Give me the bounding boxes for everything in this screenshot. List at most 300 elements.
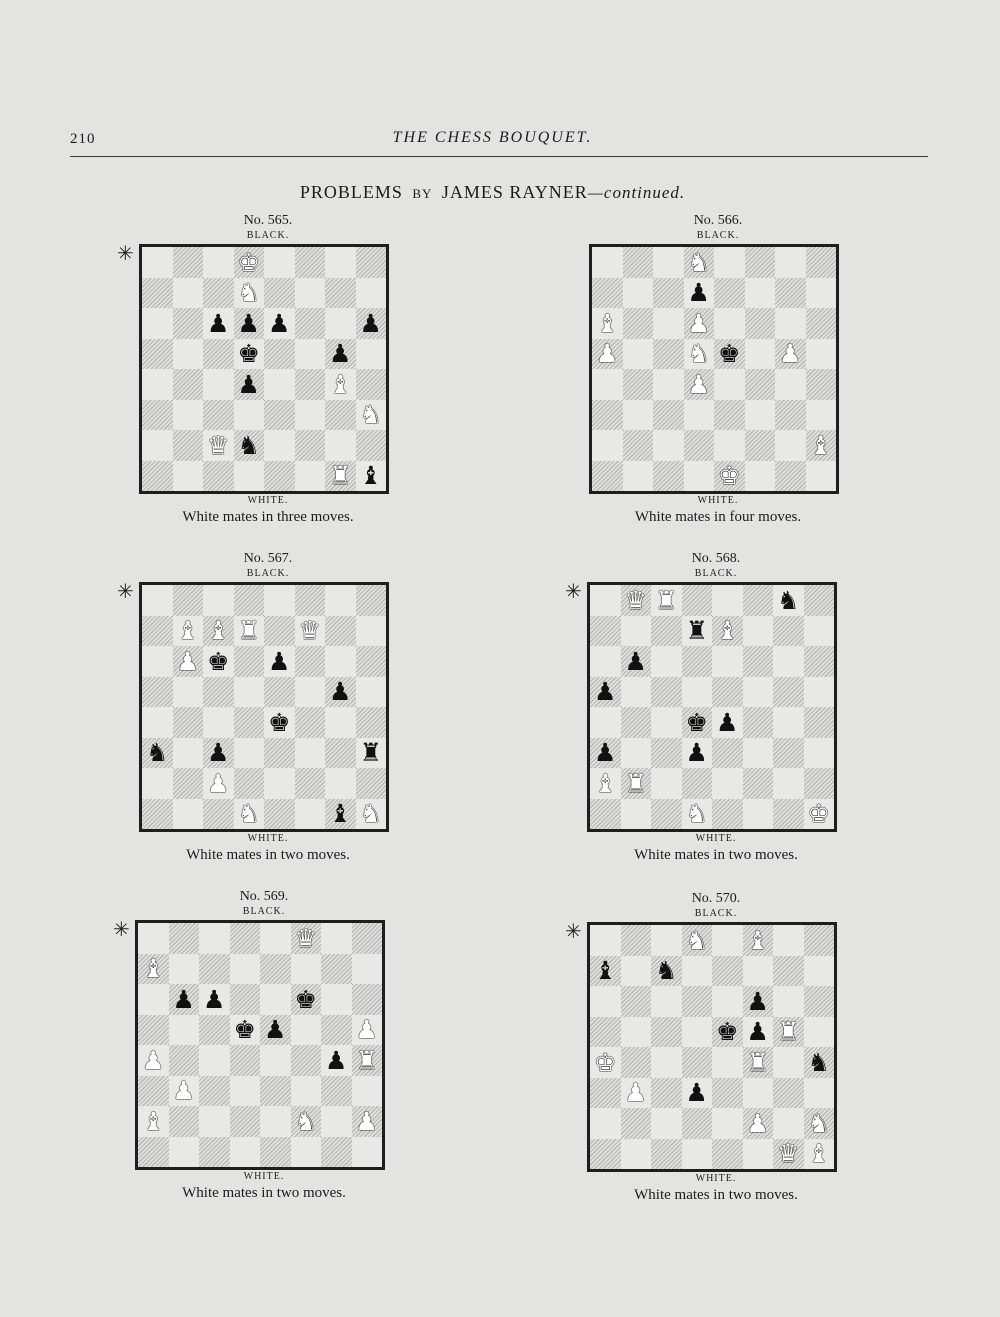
- board-square: [295, 768, 326, 799]
- board-square: [142, 278, 173, 309]
- board-square: [264, 369, 295, 400]
- board-square: [621, 925, 652, 956]
- board-square: [743, 1108, 774, 1139]
- board-square: [264, 799, 295, 830]
- black-pawn-icon: ♟: [325, 1045, 348, 1075]
- board-square: [621, 646, 652, 677]
- board-square: [234, 247, 265, 278]
- board-square: [592, 369, 623, 400]
- board-square: [773, 646, 804, 677]
- white-rook-icon: ♜: [355, 1045, 378, 1075]
- chess-board: [139, 244, 389, 494]
- board-square: [142, 339, 173, 370]
- board-square: [804, 925, 835, 956]
- board-square: [804, 585, 835, 616]
- board-square: [356, 461, 387, 492]
- board-square: [684, 308, 715, 339]
- board-square: [356, 799, 387, 830]
- white-pawn-icon: ♟: [596, 339, 619, 369]
- board-square: [169, 1106, 200, 1137]
- board-square: [775, 339, 806, 370]
- board-square: [623, 461, 654, 492]
- board-square: [260, 923, 291, 954]
- board-square: [743, 799, 774, 830]
- board-square: [590, 799, 621, 830]
- board-square: [712, 707, 743, 738]
- board-square: [295, 799, 326, 830]
- board-square: [203, 278, 234, 309]
- board-square: [653, 430, 684, 461]
- board-square: [321, 1137, 352, 1168]
- board-square: [169, 923, 200, 954]
- board-square: [804, 956, 835, 987]
- board-square: [590, 1078, 621, 1109]
- white-label: WHITE.: [695, 1173, 737, 1184]
- board-square: [295, 461, 326, 492]
- black-pawn-icon: ♟: [172, 984, 195, 1014]
- board-square: [295, 677, 326, 708]
- problem-number: No. 565.: [243, 213, 293, 228]
- black-pawn-icon: ♟: [746, 1017, 769, 1047]
- board-square: [745, 247, 776, 278]
- board-square: [651, 986, 682, 1017]
- problem-caption: White mates in three moves.: [182, 509, 354, 525]
- board-square: [743, 738, 774, 769]
- board-square: [173, 707, 204, 738]
- board-square: [264, 707, 295, 738]
- board-square: [264, 308, 295, 339]
- board-square: [295, 400, 326, 431]
- board-square: [264, 585, 295, 616]
- board-square: [590, 1017, 621, 1048]
- board-square: [773, 738, 804, 769]
- board-square: [352, 1045, 383, 1076]
- black-knight-icon: ♞: [777, 585, 800, 615]
- board-square: [173, 646, 204, 677]
- board-square: [621, 956, 652, 987]
- black-pawn-icon: ♟: [716, 707, 739, 737]
- board-square: [356, 400, 387, 431]
- board-square: [264, 616, 295, 647]
- board-square: [325, 707, 356, 738]
- board-square: [356, 616, 387, 647]
- board-square: [773, 925, 804, 956]
- board-square: [325, 430, 356, 461]
- board-square: [651, 1017, 682, 1048]
- white-pawn-icon: ♟: [176, 646, 199, 676]
- problem-565: [117, 213, 408, 526]
- board-square: [682, 956, 713, 987]
- board-square: [352, 1137, 383, 1168]
- board-square: [203, 707, 234, 738]
- board-square: [356, 707, 387, 738]
- board-square: [173, 738, 204, 769]
- board-square: [682, 925, 713, 956]
- board-square: [623, 308, 654, 339]
- white-bishop-icon: ♝: [716, 616, 739, 646]
- board-square: [590, 677, 621, 708]
- board-square: [621, 1047, 652, 1078]
- board-square: [653, 400, 684, 431]
- chess-board: [135, 920, 385, 1170]
- board-square: [773, 1139, 804, 1170]
- board-square: [142, 768, 173, 799]
- white-queen-icon: ♛: [624, 585, 647, 615]
- board-square: [173, 461, 204, 492]
- black-label: BLACK.: [246, 568, 290, 579]
- board-square: [712, 925, 743, 956]
- board-square: [743, 1017, 774, 1048]
- black-knight-icon: ♞: [146, 738, 169, 768]
- white-knight-icon: ♞: [807, 1108, 830, 1138]
- board-square: [621, 1017, 652, 1048]
- board-square: [356, 677, 387, 708]
- white-bishop-icon: ♝: [207, 616, 230, 646]
- board-square: [682, 585, 713, 616]
- board-square: [325, 369, 356, 400]
- chess-board: [589, 244, 839, 494]
- black-king-icon: ♚: [207, 646, 230, 676]
- board-square: [651, 1108, 682, 1139]
- board-square: [260, 954, 291, 985]
- board-square: [295, 369, 326, 400]
- board-square: [264, 247, 295, 278]
- board-square: [592, 278, 623, 309]
- board-square: [295, 707, 326, 738]
- board-square: [653, 247, 684, 278]
- board-square: [682, 986, 713, 1017]
- black-bishop-icon: ♝: [359, 461, 382, 491]
- board-square: [775, 308, 806, 339]
- board-square: [325, 768, 356, 799]
- board-square: [653, 339, 684, 370]
- board-square: [295, 339, 326, 370]
- white-rook-icon: ♜: [624, 768, 647, 798]
- board-square: [199, 1045, 230, 1076]
- board-square: [714, 278, 745, 309]
- white-bishop-icon: ♝: [142, 954, 165, 984]
- board-square: [682, 799, 713, 830]
- board-square: [745, 461, 776, 492]
- board-square: [653, 308, 684, 339]
- board-square: [684, 430, 715, 461]
- section-title-continued: —continued.: [587, 183, 686, 202]
- board-square: [138, 1106, 169, 1137]
- board-square: [173, 339, 204, 370]
- board-square: [682, 1078, 713, 1109]
- board-square: [325, 247, 356, 278]
- board-square: [234, 768, 265, 799]
- board-square: [804, 1078, 835, 1109]
- white-queen-icon: ♛: [294, 923, 317, 953]
- board-square: [743, 616, 774, 647]
- board-square: [138, 1045, 169, 1076]
- black-pawn-icon: ♟: [207, 308, 230, 338]
- board-square: [714, 430, 745, 461]
- problem-number: No. 569.: [239, 889, 289, 904]
- board-square: [743, 1139, 774, 1170]
- board-square: [173, 308, 204, 339]
- board-square: [295, 738, 326, 769]
- black-pawn-icon: ♟: [687, 278, 710, 308]
- black-pawn-icon: ♟: [685, 738, 708, 768]
- board-square: [684, 247, 715, 278]
- board-square: [199, 1137, 230, 1168]
- chess-board: [139, 582, 389, 832]
- board-square: [682, 707, 713, 738]
- board-square: [773, 799, 804, 830]
- board-square: [321, 1045, 352, 1076]
- board-square: [682, 646, 713, 677]
- asterisk-icon: ✳: [117, 579, 134, 603]
- board-square: [621, 707, 652, 738]
- white-knight-icon: ♞: [685, 925, 708, 955]
- problem-number: No. 570.: [691, 891, 741, 906]
- board-square: [234, 430, 265, 461]
- page-number: 210: [70, 131, 96, 147]
- board-square: [138, 1137, 169, 1168]
- board-square: [804, 616, 835, 647]
- board-square: [173, 585, 204, 616]
- board-square: [804, 707, 835, 738]
- board-square: [291, 1076, 322, 1107]
- white-pawn-icon: ♟: [207, 768, 230, 798]
- white-knight-icon: ♞: [359, 400, 382, 430]
- problem-number: No. 568.: [691, 551, 741, 566]
- white-pawn-icon: ♟: [355, 1015, 378, 1045]
- board-square: [682, 616, 713, 647]
- white-king-icon: ♚: [807, 799, 830, 829]
- board-square: [234, 738, 265, 769]
- board-square: [592, 400, 623, 431]
- board-square: [203, 738, 234, 769]
- board-square: [264, 400, 295, 431]
- problem-568: [565, 551, 856, 864]
- board-square: [356, 430, 387, 461]
- board-square: [295, 616, 326, 647]
- board-square: [712, 956, 743, 987]
- white-label: WHITE.: [695, 833, 737, 844]
- black-label: BLACK.: [696, 230, 740, 241]
- board-square: [804, 799, 835, 830]
- board-square: [651, 677, 682, 708]
- white-pawn-icon: ♟: [142, 1045, 165, 1075]
- board-square: [651, 925, 682, 956]
- board-square: [260, 984, 291, 1015]
- board-square: [321, 1076, 352, 1107]
- board-square: [234, 707, 265, 738]
- board-square: [138, 923, 169, 954]
- board-square: [352, 1015, 383, 1046]
- board-square: [804, 1139, 835, 1170]
- black-rook-icon: ♜: [685, 616, 708, 646]
- board-square: [592, 339, 623, 370]
- board-square: [169, 1015, 200, 1046]
- black-king-icon: ♚: [718, 339, 741, 369]
- problem-caption: White mates in four moves.: [634, 509, 802, 525]
- board-square: [743, 585, 774, 616]
- black-bishop-icon: ♝: [329, 799, 352, 829]
- board-square: [234, 369, 265, 400]
- board-square: [356, 738, 387, 769]
- board-square: [775, 247, 806, 278]
- white-label: WHITE.: [247, 833, 289, 844]
- board-square: [745, 278, 776, 309]
- board-square: [264, 738, 295, 769]
- board-square: [623, 400, 654, 431]
- board-square: [142, 400, 173, 431]
- board-square: [743, 1047, 774, 1078]
- board-square: [714, 461, 745, 492]
- white-knight-icon: ♞: [237, 278, 260, 308]
- board-square: [203, 768, 234, 799]
- section-title-author: JAMES RAYNER: [441, 182, 588, 202]
- board-square: [773, 986, 804, 1017]
- board-square: [712, 1139, 743, 1170]
- white-label: WHITE.: [247, 495, 289, 506]
- board-square: [199, 1076, 230, 1107]
- white-pawn-icon: ♟: [172, 1076, 195, 1106]
- board-square: [169, 1076, 200, 1107]
- white-pawn-icon: ♟: [687, 369, 710, 399]
- black-pawn-icon: ♟: [268, 308, 291, 338]
- board-square: [653, 278, 684, 309]
- board-square: [714, 247, 745, 278]
- black-label: BLACK.: [694, 568, 738, 579]
- board-square: [684, 339, 715, 370]
- board-square: [621, 768, 652, 799]
- board-square: [321, 923, 352, 954]
- board-square: [295, 585, 326, 616]
- white-bishop-icon: ♝: [176, 616, 199, 646]
- board-square: [712, 1078, 743, 1109]
- board-square: [773, 1108, 804, 1139]
- board-square: [806, 369, 837, 400]
- board-square: [773, 1047, 804, 1078]
- board-square: [325, 616, 356, 647]
- board-square: [621, 1108, 652, 1139]
- board-square: [621, 1078, 652, 1109]
- white-knight-icon: ♞: [237, 799, 260, 829]
- board-square: [173, 799, 204, 830]
- white-queen-icon: ♛: [777, 1139, 800, 1169]
- board-square: [356, 247, 387, 278]
- board-square: [142, 308, 173, 339]
- board-square: [234, 616, 265, 647]
- board-square: [775, 369, 806, 400]
- board-square: [356, 278, 387, 309]
- board-square: [682, 1047, 713, 1078]
- board-square: [199, 1106, 230, 1137]
- board-square: [592, 308, 623, 339]
- section-title-by: BY: [412, 186, 433, 201]
- board-square: [142, 677, 173, 708]
- board-square: [682, 738, 713, 769]
- board-square: [712, 986, 743, 1017]
- board-square: [684, 278, 715, 309]
- board-square: [773, 1078, 804, 1109]
- board-square: [291, 1106, 322, 1137]
- white-bishop-icon: ♝: [809, 430, 832, 460]
- board-square: [173, 677, 204, 708]
- board-square: [623, 430, 654, 461]
- board-square: [295, 308, 326, 339]
- white-label: WHITE.: [243, 1171, 285, 1182]
- board-square: [291, 923, 322, 954]
- black-pawn-icon: ♟: [624, 646, 647, 676]
- board-square: [806, 461, 837, 492]
- board-square: [712, 1047, 743, 1078]
- board-square: [199, 954, 230, 985]
- board-square: [773, 1017, 804, 1048]
- asterisk-icon: ✳: [565, 919, 582, 943]
- board-square: [173, 616, 204, 647]
- board-square: [804, 1108, 835, 1139]
- board-square: [775, 461, 806, 492]
- board-square: [773, 956, 804, 987]
- board-square: [325, 461, 356, 492]
- board-square: [623, 369, 654, 400]
- board-square: [234, 278, 265, 309]
- board-square: [321, 954, 352, 985]
- white-pawn-icon: ♟: [779, 339, 802, 369]
- board-square: [169, 954, 200, 985]
- white-bishop-icon: ♝: [807, 1139, 830, 1169]
- board-square: [142, 247, 173, 278]
- board-square: [203, 430, 234, 461]
- board-square: [651, 1139, 682, 1170]
- white-knight-icon: ♞: [687, 339, 710, 369]
- board-square: [203, 461, 234, 492]
- board-square: [199, 1015, 230, 1046]
- board-square: [775, 430, 806, 461]
- board-square: [623, 247, 654, 278]
- black-pawn-icon: ♟: [359, 308, 382, 338]
- board-square: [745, 339, 776, 370]
- board-square: [173, 278, 204, 309]
- board-square: [234, 308, 265, 339]
- board-square: [142, 430, 173, 461]
- board-square: [260, 1045, 291, 1076]
- asterisk-icon: ✳: [565, 579, 582, 603]
- board-square: [743, 925, 774, 956]
- board-square: [745, 400, 776, 431]
- board-square: [712, 1017, 743, 1048]
- board-square: [651, 768, 682, 799]
- board-square: [234, 646, 265, 677]
- white-knight-icon: ♞: [685, 799, 708, 829]
- board-square: [590, 646, 621, 677]
- board-square: [295, 646, 326, 677]
- board-square: [260, 1076, 291, 1107]
- board-square: [230, 1015, 261, 1046]
- board-square: [321, 984, 352, 1015]
- problem-caption: White mates in two moves.: [634, 1187, 798, 1203]
- board-square: [230, 923, 261, 954]
- board-square: [325, 585, 356, 616]
- board-square: [234, 461, 265, 492]
- asterisk-icon: ✳: [117, 241, 134, 265]
- board-square: [804, 986, 835, 1017]
- problem-caption: White mates in two moves.: [182, 1185, 346, 1201]
- board-square: [356, 308, 387, 339]
- black-bishop-icon: ♝: [594, 956, 617, 986]
- board-square: [203, 308, 234, 339]
- board-square: [291, 954, 322, 985]
- board-square: [745, 369, 776, 400]
- black-king-icon: ♚: [237, 339, 260, 369]
- running-title: THE CHESS BOUQUET.: [392, 129, 593, 146]
